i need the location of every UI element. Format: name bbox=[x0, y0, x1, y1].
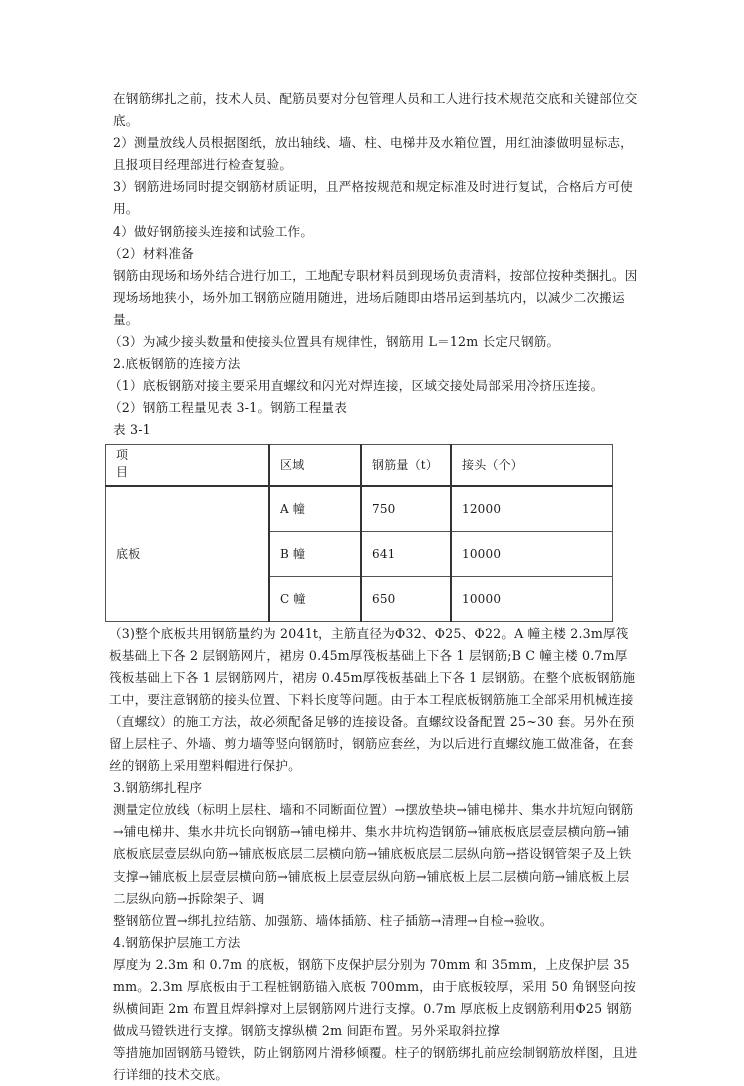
paragraph-joint-testing: 4）做好钢筋接头连接和试验工作。 bbox=[113, 223, 314, 239]
header-steel-amount: 钢筋量（t） bbox=[361, 444, 451, 486]
paragraph-total-steel: （3)整个底板共用钢筋量约为 2041t，主筋直径为Φ32、Φ25、Φ22。A 幢主楼 2.3m厚筏板基础上下各 2 层钢筋网片，裙房 0.45m厚筏板基础上下各 1 层钢筋;B C 幢主楼 0.7m厚筏板基础上下各 1 层钢筋网片，裙房 0.45m厚筏板基础上下各 1 层钢筋。在整个底板钢筋施工中，要注意钢筋的接头位置、下料长度等问题。由于本工程底板钢筋施工全部采用机械连接（直螺纹）的施工方法，故必须配备足够的连接设备。直螺纹设备配置 25~30 套。另外在预留上层柱子、外墙、剪力墙等竖向钢筋时，钢筋应套丝，为以后进行直螺纹施工做准备，在套丝的钢筋上采用塑料帽进行保护。 bbox=[109, 625, 636, 774]
header-item bbox=[106, 444, 270, 486]
table-row bbox=[106, 486, 613, 532]
cell-steel-amount: 641 bbox=[361, 531, 451, 576]
document-page bbox=[109, 88, 638, 1086]
cell-zone: C 幢 bbox=[269, 576, 361, 621]
header-zone: 区域 bbox=[269, 444, 361, 486]
paragraph-binding-steps: 测量定位放线（标明上层柱、墙和不同断面位置）→摆放垫块→铺电梯井、集水井坑短向钢筋→铺电梯井、集水井坑长向钢筋→铺电梯井、集水井坑构造钢筋→铺底板底层壹层横向筋→铺底板底层壹层纵向筋→铺底板底层二层横向筋→铺底板底层二层纵向筋→搭设钢管架子及上铁支撑→铺底板上层壹层横向筋→铺底板上层壹层纵向筋→铺底板上层二层横向筋→铺底板上层二层纵向筋→拆除架子、调 bbox=[113, 802, 634, 906]
group-label-baseplate: 底板 bbox=[106, 486, 270, 622]
paragraph-binding-steps-cont: 整钢筋位置→绑扎拉结筋、加强筋、墙体插筋、柱子插筋→清理→自检→验收。 bbox=[113, 912, 553, 928]
paragraph-reinforcement-measures: 等措施加固钢筋马镫铁，防止钢筋网片滑移倾覆。柱子的钢筋绑扎前应绘制钢筋放样图，且进行详细的技术交底。 bbox=[113, 1045, 638, 1083]
paragraph-quantity-ref: （2）钢筋工程量见表 3-1。钢筋工程量表 bbox=[109, 400, 347, 416]
cell-zone: B 幢 bbox=[269, 531, 361, 576]
paragraph-cover-thickness: 厚度为 2.3m 和 0.7m 的底板，钢筋下皮保护层分别为 70mm 和 35mm，上皮保护层 35mm。2.3m 厚底板由于工程桩钢筋锚入底板 700mm，由于底板较厚，采用 50 角钢竖向按纵横间距 2m 布置且焊斜撑对上层钢筋网片进行支撑。0.7m 厚底板上皮钢筋利用Φ25 钢筋做成马镫铁进行支撑。钢筋支撑纵横 2m 间距布置。另外采取斜拉撑 bbox=[113, 956, 637, 1039]
table-header-row bbox=[106, 444, 613, 486]
heading-cover-method: 4.钢筋保护层施工方法 bbox=[113, 934, 241, 950]
paragraph-survey-layout: 2）测量放线人员根据图纸，放出轴线、墙、柱、电梯井及水箱位置，用红油漆做明显标志，且报项目经理部进行检查复验。 bbox=[113, 135, 633, 173]
cell-joints: 10000 bbox=[451, 531, 613, 576]
heading-connection-method: 2.底板钢筋的连接方法 bbox=[113, 356, 241, 372]
paragraph-connection-type: （1）底板钢筋对接主要采用直螺纹和闪光对焊连接，区域交接处局部采用冷挤压连接。 bbox=[109, 378, 604, 394]
heading-material-prep: （2）材料准备 bbox=[109, 245, 194, 261]
paragraph-tech-briefing: 在钢筋绑扎之前，技术人员、配筋员要对分包管理人员和工人进行技术规范交底和关键部位交底。 bbox=[113, 91, 638, 129]
paragraph-fixed-length: （3）为减少接头数量和使接头位置具有规律性，钢筋用 L＝12m 长定尺钢筋。 bbox=[109, 334, 560, 350]
cell-steel-amount: 750 bbox=[361, 486, 451, 532]
cell-zone: A 幢 bbox=[269, 486, 361, 532]
cell-joints: 12000 bbox=[451, 486, 613, 532]
heading-binding-procedure: 3.钢筋绑扎程序 bbox=[113, 780, 203, 796]
header-item-label: 项目 bbox=[116, 447, 129, 479]
cell-joints: 10000 bbox=[451, 576, 613, 621]
steel-quantity-table bbox=[105, 444, 613, 622]
cell-steel-amount: 650 bbox=[361, 576, 451, 621]
paragraph-material-cert: 3）钢筋进场同时提交钢筋材质证明，且严格按规范和规定标准及时进行复试，合格后方可使用。 bbox=[113, 179, 633, 217]
table-caption: 表 3-1 bbox=[113, 422, 151, 438]
header-joints: 接头（个） bbox=[451, 444, 613, 486]
paragraph-processing: 钢筋由现场和场外结合进行加工，工地配专职材料员到现场负责清料，按部位按种类捆扎。因现场场地狭小，场外加工钢筋应随用随进，进场后随即由塔吊运到基坑内，以减少二次搬运量。 bbox=[113, 267, 638, 327]
